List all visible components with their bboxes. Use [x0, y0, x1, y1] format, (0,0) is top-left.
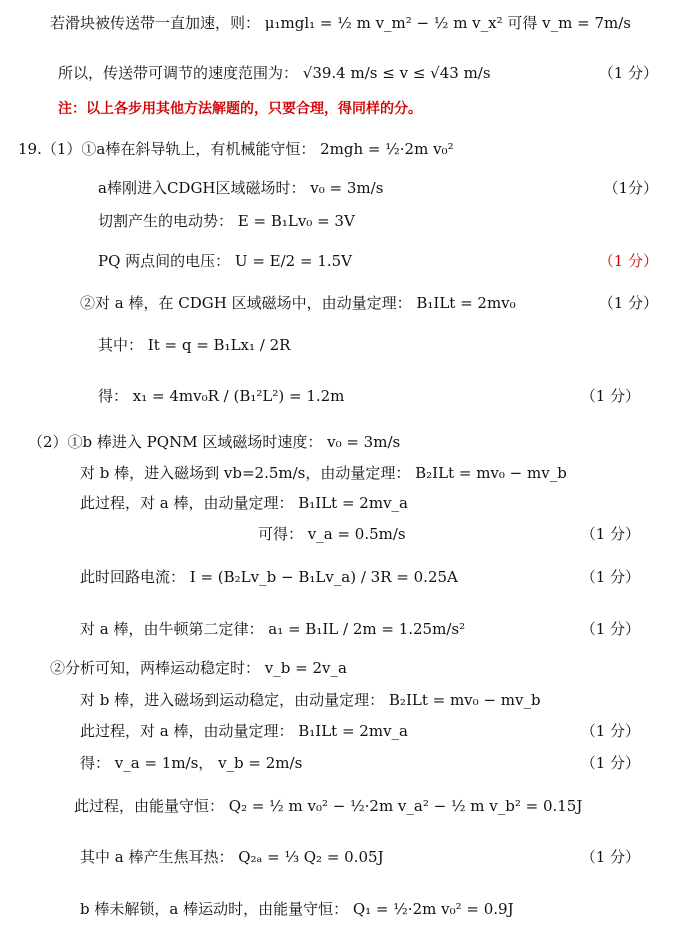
note-text: 注：以上各步用其他方法解题的，只要合理，得同样的分。	[58, 101, 422, 117]
line-emf: 切割产生的电动势： E = B₁Lv₀ = 3V	[98, 212, 355, 230]
line-a-momentum-1: 此过程，对 a 棒，由动量定理： B₁ILt = 2mv_a	[80, 494, 408, 512]
line-va-1: 可得： v_a = 0.5m/s	[258, 525, 406, 543]
line-newton-score: （1 分）	[580, 620, 640, 638]
line-current-score: （1 分）	[580, 568, 640, 586]
line-2-score: （1 分）	[598, 64, 658, 82]
part2-heading: （2）①b 棒进入 PQNM 区域磁场时速度： v₀ = 3m/s	[28, 433, 401, 451]
line-1-text: 若滑块被传送带一直加速，则： μ₁mgl₁ = ½ m v_m² − ½ m v_x² 可得 v_m = 7m/s	[50, 14, 631, 32]
line-energy-q2: 此过程，由能量守恒： Q₂ = ½ m v₀² − ½·2m v_a² − ½ m v_b² = 0.15J	[74, 797, 583, 815]
line-a-enter-score: （1分）	[603, 179, 658, 197]
line-speeds: 得： v_a = 1m/s， v_b = 2m/s	[80, 754, 303, 772]
line-voltage: PQ 两点间的电压： U = E/2 = 1.5V	[98, 252, 353, 270]
line-joule-a: 其中 a 棒产生焦耳热： Q₂ₐ = ⅓ Q₂ = 0.05J	[80, 848, 384, 866]
line-x1: 得： x₁ = 4mv₀R / (B₁²L²) = 1.2m	[98, 387, 345, 405]
q19-heading: 19.（1）①a棒在斜导轨上，有机械能守恒： 2mgh = ½·2m v₀²	[18, 140, 454, 158]
line-va-1-score: （1 分）	[580, 525, 640, 543]
line-joule-a-score: （1 分）	[580, 848, 640, 866]
line-energy-q1: b 棒未解锁，a 棒运动时，由能量守恒： Q₁ = ½·2m v₀² = 0.9J	[80, 900, 514, 918]
line-b-momentum: 对 b 棒，进入磁场到 vb=2.5m/s，由动量定理： B₂ILt = mv₀ − mv_b	[80, 464, 567, 482]
line-2-text: 所以，传送带可调节的速度范围为： √39.4 m/s ≤ v ≤ √43 m/s	[58, 64, 491, 82]
line-speeds-score: （1 分）	[580, 754, 640, 772]
line-current: 此时回路电流： I = (B₂Lv_b − B₁Lv_a) / 3R = 0.25A	[80, 568, 458, 586]
line-momentum-a: ②对 a 棒，在 CDGH 区域磁场中，由动量定理： B₁ILt = 2mv₀	[80, 294, 516, 312]
line-b-steady: 对 b 棒，进入磁场到运动稳定，由动量定理： B₂ILt = mv₀ − mv_b	[80, 691, 541, 709]
line-momentum-a-score: （1 分）	[598, 294, 658, 312]
line-a-momentum-2: 此过程，对 a 棒，由动量定理： B₁ILt = 2mv_a	[80, 722, 408, 740]
line-a-enter: a棒刚进入CDGH区域磁场时： v₀ = 3m/s	[98, 179, 384, 197]
line-a-momentum-2-score: （1 分）	[580, 722, 640, 740]
line-voltage-score: （1 分）	[598, 252, 658, 270]
line-charge: 其中： It = q = B₁Lx₁ / 2R	[98, 336, 291, 354]
line-steady: ②分析可知，两棒运动稳定时： v_b = 2v_a	[50, 659, 347, 677]
line-newton: 对 a 棒，由牛顿第二定律： a₁ = B₁IL / 2m = 1.25m/s²	[80, 620, 466, 638]
line-x1-score: （1 分）	[580, 387, 640, 405]
